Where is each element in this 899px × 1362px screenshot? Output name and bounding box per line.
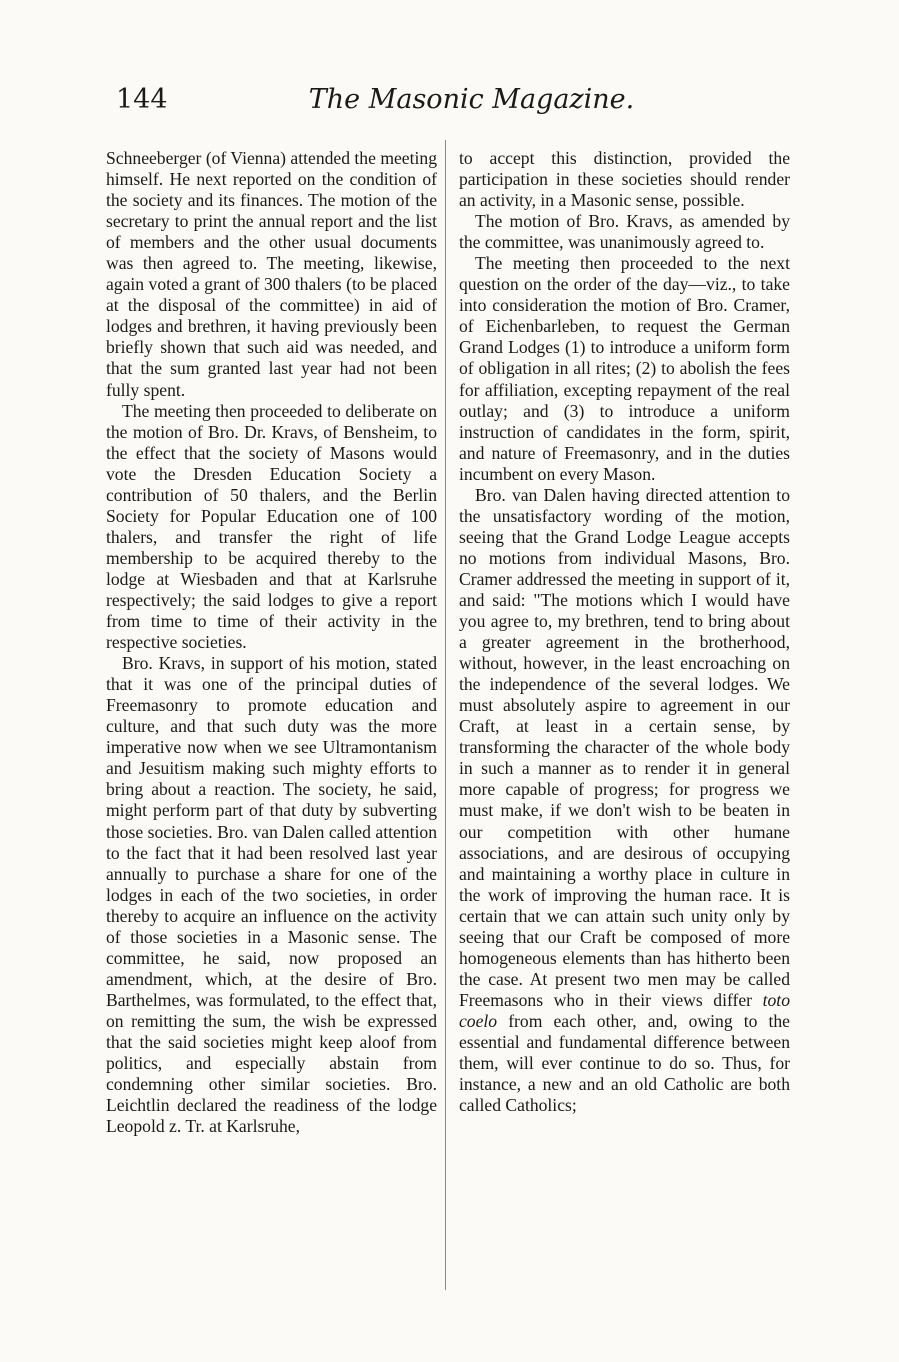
- left-paragraph-1: Schneeberger (of Vienna) attended the meeting himself. He next reported on the condition of the society and its finances. The motion of the secretary to print the annual report and the list of members and the other usual documents was then agreed to. The meeting, likewise, again voted a grant of 300 thalers (to be placed at the disposal of the committee) in aid of lodges and brethren, it having previously been briefly shown that such aid was needed, and that the sum granted last year had not been fully spent.: [106, 148, 437, 400]
- column-divider: [445, 140, 446, 1290]
- left-paragraph-2: The meeting then proceeded to deliberate on the motion of Bro. Dr. Kravs, of Bensheim, to the effect that the society of Masons would vote the Dresden Education Society a contribution of 50 thalers, and the Berlin Society for Popular Education one of 100 thalers, and transfer the right of life membership to be acquired thereby to the lodge at Wiesbaden and that at Karlsruhe respectively; the said lodges to give a report from time to time of their activity in the respective societies.: [106, 400, 437, 653]
- page-header: [116, 84, 787, 124]
- right-paragraph-1: to accept this distinction, provided the participation in these societies should render an activity, in a Masonic sense, possible.: [459, 148, 790, 211]
- right-paragraph-3: The meeting then proceeded to the next question on the order of the day—viz., to take into consideration the motion of Bro. Cramer, of Eichenbarleben, to request the German Grand Lodges (1) to introduce a uniform form of obligation in all rites; (2) to abolish the fees for affiliation, excepting repayment of the real outlay; and (3) to introduce a uniform instruction of candidates in the form, spirit, and nature of Freemasonry, and in the duties incumbent on every Mason.: [459, 253, 790, 484]
- latin-phrase: toto coelo: [459, 989, 790, 1031]
- right-paragraph-4-text-a: Bro. van Dalen having directed attention to the unsatisfactory wording of the motion, seeing that the Grand Lodge League accepts no motions from individual Masons, Bro. Cramer addressed the meeting in support of it, and said: "The motions which I would have you agree to, my brethren, tend to bring about a greater agreement in the brotherhood, without, however, in the least encroaching on the independence of the several lodges. We must absolutely aspire to agreement in our Craft, at least in a certain sense, by transforming the character of the whole body in such a manner as to render it in general more capable of progress; for progress we must make, if we don't wish to be beaten in our competition with other humane associations, and are desirous of occupying and maintaining a worthy place in culture in the work of improving the human race. It is certain that we can attain such unity only by seeing that our Craft be composed of more homogeneous elements than has hitherto been the case. At present two men may be called Freemasons who in their views differ: [459, 484, 790, 1010]
- page-number: 144: [116, 84, 168, 115]
- right-paragraph-4: [459, 485, 790, 1116]
- right-paragraph-4-text-b: from each other, and, owing to the essential and fundamental difference between them, will ever continue to do so. Thus, for instance, a new and an old Catholic are both called Catholics;: [459, 1010, 790, 1116]
- left-column: [106, 148, 437, 1137]
- left-paragraph-3: Bro. Kravs, in support of his motion, stated that it was one of the principal duties of Freemasonry to promote education and culture, and that such duty was the more imperative now when we see Ultramontanism and Jesuitism making such mighty efforts to bring about a reaction. The society, he said, might perform part of that duty by subverting those societies. Bro. van Dalen called attention to the fact that it had been resolved last year annually to purchase a share for one of the lodges in each of the two societies, in order thereby to acquire an influence on the activity of those societies in a Masonic sense. The committee, he said, now proposed an amendment, which, at the desire of Bro. Barthelmes, was formulated, to the effect that, on remitting the sum, the wish be expressed that the said societies might keep aloof from politics, and especially abstain from condemning other similar societies. Bro. Leichtlin declared the readiness of the lodge Leopold z. Tr. at Karlsruhe,: [106, 653, 437, 1137]
- running-title: The Masonic Magazine.: [308, 84, 635, 115]
- right-paragraph-2: The motion of Bro. Kravs, as amended by the committee, was unanimously agreed to.: [459, 211, 790, 253]
- right-column: [459, 148, 790, 1116]
